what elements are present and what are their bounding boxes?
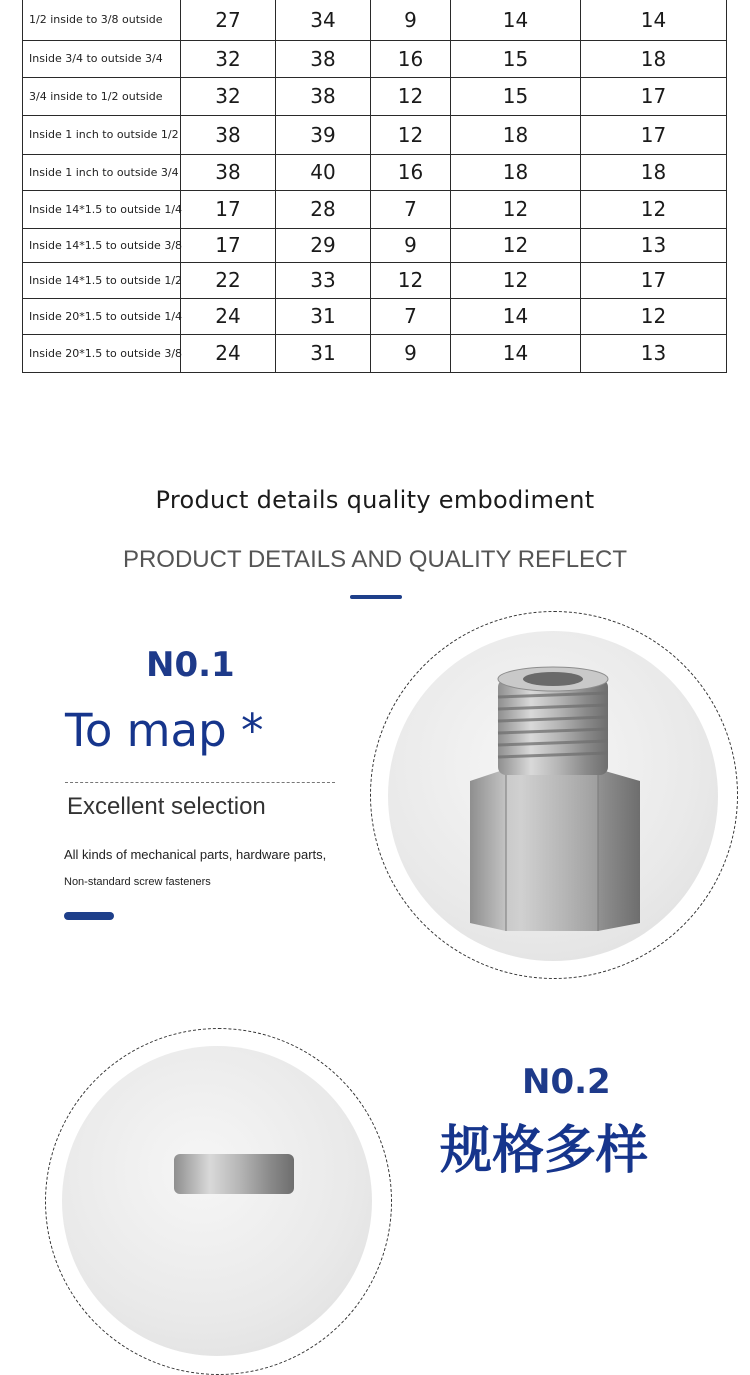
table-cell-value: 9 bbox=[371, 334, 451, 372]
table-cell-description: Inside 20*1.5 to outside 1/4 bbox=[23, 298, 181, 334]
section-accent-bar bbox=[350, 595, 402, 599]
table-row bbox=[23, 77, 727, 115]
table-cell-value: 31 bbox=[276, 334, 371, 372]
table-row bbox=[23, 0, 727, 40]
table-cell-value: 12 bbox=[451, 228, 581, 262]
table-cell-value: 38 bbox=[276, 77, 371, 115]
table-cell-value: 31 bbox=[276, 298, 371, 334]
table-cell-value: 34 bbox=[276, 0, 371, 40]
table-cell-value: 14 bbox=[451, 0, 581, 40]
feature1-accent-bar bbox=[64, 912, 114, 920]
table-cell-value: 12 bbox=[581, 298, 727, 334]
section-subtitle: PRODUCT DETAILS AND QUALITY REFLECT bbox=[122, 546, 628, 573]
table-cell-value: 18 bbox=[581, 40, 727, 77]
spec-table bbox=[22, 0, 727, 373]
feature1-product-photo bbox=[388, 631, 718, 961]
table-cell-value: 18 bbox=[451, 115, 581, 154]
table-row bbox=[23, 298, 727, 334]
table-cell-value: 12 bbox=[581, 190, 727, 228]
table-cell-value: 14 bbox=[581, 0, 727, 40]
table-cell-value: 16 bbox=[371, 154, 451, 190]
table-cell-value: 17 bbox=[181, 228, 276, 262]
table-cell-description: Inside 3/4 to outside 3/4 bbox=[23, 40, 181, 77]
table-cell-value: 38 bbox=[181, 115, 276, 154]
table-cell-value: 12 bbox=[371, 262, 451, 298]
feature1-divider bbox=[65, 782, 335, 783]
table-cell-value: 24 bbox=[181, 334, 276, 372]
table-cell-value: 7 bbox=[371, 190, 451, 228]
table-cell-value: 18 bbox=[581, 154, 727, 190]
feature1-selection: Excellent selection bbox=[67, 793, 266, 820]
table-cell-value: 13 bbox=[581, 334, 727, 372]
table-cell-description: Inside 14*1.5 to outside 3/8 bbox=[23, 228, 181, 262]
table-row bbox=[23, 228, 727, 262]
table-cell-description: Inside 1 inch to outside 3/4 bbox=[23, 154, 181, 190]
table-cell-description: Inside 14*1.5 to outside 1/2 bbox=[23, 262, 181, 298]
table-cell-value: 14 bbox=[451, 334, 581, 372]
table-cell-value: 27 bbox=[181, 0, 276, 40]
table-cell-value: 17 bbox=[581, 115, 727, 154]
feature2-heading: 规格多样 bbox=[440, 1121, 649, 1181]
table-cell-value: 33 bbox=[276, 262, 371, 298]
table-row bbox=[23, 334, 727, 372]
table-cell-value: 38 bbox=[276, 40, 371, 77]
feature2-number: N0.2 bbox=[522, 1062, 611, 1102]
feature2-product-photo bbox=[62, 1046, 372, 1356]
table-row bbox=[23, 115, 727, 154]
table-row bbox=[23, 190, 727, 228]
table-row bbox=[23, 262, 727, 298]
adapter-fitting-image-2 bbox=[62, 1046, 372, 1356]
table-cell-value: 14 bbox=[451, 298, 581, 334]
table-cell-value: 22 bbox=[181, 262, 276, 298]
table-cell-value: 17 bbox=[181, 190, 276, 228]
table-cell-description: Inside 14*1.5 to outside 1/4 bbox=[23, 190, 181, 228]
table-cell-description: 3/4 inside to 1/2 outside bbox=[23, 77, 181, 115]
section-title: Product details quality embodiment bbox=[155, 486, 595, 514]
table-cell-value: 7 bbox=[371, 298, 451, 334]
feature1-desc-line2: Non-standard screw fasteners bbox=[64, 876, 211, 888]
spec-table-body bbox=[23, 0, 727, 372]
table-cell-value: 15 bbox=[451, 77, 581, 115]
table-cell-value: 13 bbox=[581, 228, 727, 262]
table-row bbox=[23, 40, 727, 77]
table-cell-value: 38 bbox=[181, 154, 276, 190]
table-cell-value: 17 bbox=[581, 262, 727, 298]
feature1-number: N0.1 bbox=[146, 645, 235, 685]
table-cell-description: Inside 20*1.5 to outside 3/8 bbox=[23, 334, 181, 372]
table-cell-description: Inside 1 inch to outside 1/2 bbox=[23, 115, 181, 154]
table-cell-value: 39 bbox=[276, 115, 371, 154]
table-cell-value: 12 bbox=[371, 115, 451, 154]
table-cell-description: 1/2 inside to 3/8 outside bbox=[23, 0, 181, 40]
table-cell-value: 12 bbox=[451, 262, 581, 298]
table-cell-value: 17 bbox=[581, 77, 727, 115]
table-cell-value: 24 bbox=[181, 298, 276, 334]
table-cell-value: 32 bbox=[181, 77, 276, 115]
table-cell-value: 12 bbox=[371, 77, 451, 115]
feature1-desc-line1: All kinds of mechanical parts, hardware parts, bbox=[64, 847, 327, 862]
table-cell-value: 29 bbox=[276, 228, 371, 262]
table-cell-value: 9 bbox=[371, 0, 451, 40]
table-cell-value: 16 bbox=[371, 40, 451, 77]
table-cell-value: 9 bbox=[371, 228, 451, 262]
table-cell-value: 12 bbox=[451, 190, 581, 228]
table-cell-value: 32 bbox=[181, 40, 276, 77]
feature1-heading: To map * bbox=[65, 704, 264, 757]
table-cell-value: 18 bbox=[451, 154, 581, 190]
adapter-fitting-image bbox=[388, 631, 718, 961]
table-cell-value: 15 bbox=[451, 40, 581, 77]
table-cell-value: 40 bbox=[276, 154, 371, 190]
table-row bbox=[23, 154, 727, 190]
table-cell-value: 28 bbox=[276, 190, 371, 228]
